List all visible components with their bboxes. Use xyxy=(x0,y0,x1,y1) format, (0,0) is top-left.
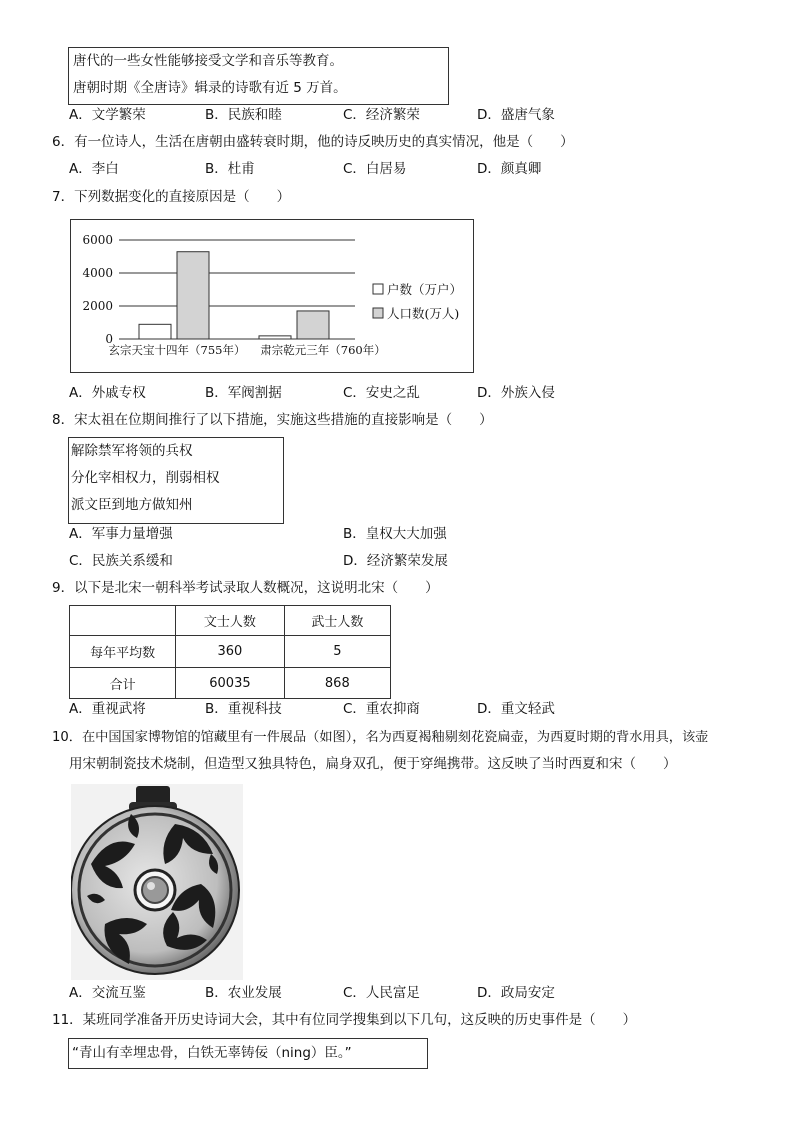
q8-material-line-1: 解除禁军将领的兵权 xyxy=(71,443,193,459)
q10-option-d[interactable]: D．政局安定 xyxy=(477,985,555,1001)
q8-option-d[interactable]: D．经济繁荣发展 xyxy=(343,553,448,569)
q6-stem: 6．有一位诗人，生活在唐朝由盛转衰时期，他的诗反映历史的真实情况，他是（ ） xyxy=(52,134,574,150)
q10-stem-line-2: 用宋朝制瓷技术烧制，但造型又独具特色，扁身双孔，便于穿绳携带。这反映了当时西夏和宋（ ） xyxy=(69,756,677,772)
y-tick-label-2: 4000 xyxy=(82,266,113,280)
q7-option-b[interactable]: B．军阀割据 xyxy=(205,385,282,401)
bar-0-0 xyxy=(139,324,171,339)
legend-label-1: 人口数(万人) xyxy=(387,306,460,321)
q5-option-b[interactable]: B．民族和睦 xyxy=(205,107,282,123)
q8-material-line-2: 分化宰相权力，削弱相权 xyxy=(71,470,220,486)
q8-stem: 8．宋太祖在位期间推行了以下措施，实施这些措施的直接影响是（ ） xyxy=(52,412,493,428)
q10-option-c[interactable]: C．人民富足 xyxy=(343,985,420,1001)
category-label-0: 玄宗天宝十四年（755年） xyxy=(108,343,246,357)
q5-option-d[interactable]: D．盛唐气象 xyxy=(477,107,555,123)
q9-row1-label: 每年平均数 xyxy=(70,636,176,668)
q11-material-box xyxy=(68,1038,428,1069)
q5-material-line-2: 唐朝时期《全唐诗》辑录的诗歌有近 5 万首。 xyxy=(73,80,347,96)
xixia-flask-image xyxy=(71,784,243,980)
q7-chart-frame xyxy=(70,219,474,373)
q9-row2-civil: 60035 xyxy=(176,668,284,699)
bar-0-1 xyxy=(259,336,291,339)
y-tick-label-3: 6000 xyxy=(82,233,113,247)
q9-option-d[interactable]: D．重文轻武 xyxy=(477,701,555,717)
q10-option-b[interactable]: B．农业发展 xyxy=(205,985,282,1001)
category-label-1: 肃宗乾元三年（760年） xyxy=(260,343,386,357)
q5-material-line-1: 唐代的一些女性能够接受文学和音乐等教育。 xyxy=(73,53,343,69)
q10-stem-line-1: 10．在中国国家博物馆的馆藏里有一件展品（如图），名为西夏褐釉剔刻花瓷扁壶，为西夏时期的背水用具，该壶 xyxy=(52,730,709,745)
q5-option-a[interactable]: A．文学繁荣 xyxy=(69,107,146,123)
q9-option-c[interactable]: C．重农抑商 xyxy=(343,701,420,717)
q9-row2-label: 合计 xyxy=(70,668,176,699)
q7-bar-chart xyxy=(71,220,473,372)
q6-option-a[interactable]: A．李白 xyxy=(69,161,119,177)
q9-option-a[interactable]: A．重视武将 xyxy=(69,701,146,717)
q8-option-a[interactable]: A．军事力量增强 xyxy=(69,526,173,542)
y-tick-label-0: 0 xyxy=(105,332,113,346)
q8-option-c[interactable]: C．民族关系缓和 xyxy=(69,553,173,569)
q7-option-c[interactable]: C．安史之乱 xyxy=(343,385,420,401)
bar-1-0 xyxy=(177,252,209,339)
q8-material-box xyxy=(68,437,284,524)
y-tick-label-1: 2000 xyxy=(82,299,113,313)
q8-material-line-3: 派文臣到地方做知州 xyxy=(71,497,193,513)
q7-option-a[interactable]: A．外戚专权 xyxy=(69,385,146,401)
q11-material-line: “青山有幸埋忠骨，白铁无辜铸佞（ning）臣。” xyxy=(72,1045,352,1061)
legend-label-0: 户数（万户） xyxy=(387,282,463,297)
q7-stem: 7．下列数据变化的直接原因是（ ） xyxy=(52,189,291,205)
q8-option-b[interactable]: B．皇权大大加强 xyxy=(343,526,447,542)
q5-material-box xyxy=(68,47,449,105)
q5-option-c[interactable]: C．经济繁荣 xyxy=(343,107,420,123)
q9-option-b[interactable]: B．重视科技 xyxy=(205,701,282,717)
q9-row1-civil: 360 xyxy=(176,636,284,668)
q6-option-b[interactable]: B．杜甫 xyxy=(205,161,255,177)
legend-swatch-0 xyxy=(373,284,383,294)
q9-header-civil: 文士人数 xyxy=(176,606,284,636)
q7-option-d[interactable]: D．外族入侵 xyxy=(477,385,555,401)
q9-header-military: 武士人数 xyxy=(284,606,390,636)
q6-option-c[interactable]: C．白居易 xyxy=(343,161,407,177)
q9-stem: 9．以下是北宋一朝科举考试录取人数概况，这说明北宋（ ） xyxy=(52,580,439,596)
q10-option-a[interactable]: A．交流互鉴 xyxy=(69,985,146,1001)
q9-row2-military: 868 xyxy=(284,668,390,699)
legend-swatch-1 xyxy=(373,308,383,318)
q11-stem: 11．某班同学准备开历史诗词大会，其中有位同学搜集到以下几句，这反映的历史事件是（ ） xyxy=(52,1012,637,1028)
q9-table xyxy=(69,605,391,699)
q6-option-d[interactable]: D．颜真卿 xyxy=(477,161,542,177)
q9-row1-military: 5 xyxy=(284,636,390,668)
q9-header-empty xyxy=(70,606,176,636)
bar-1-1 xyxy=(297,311,329,339)
